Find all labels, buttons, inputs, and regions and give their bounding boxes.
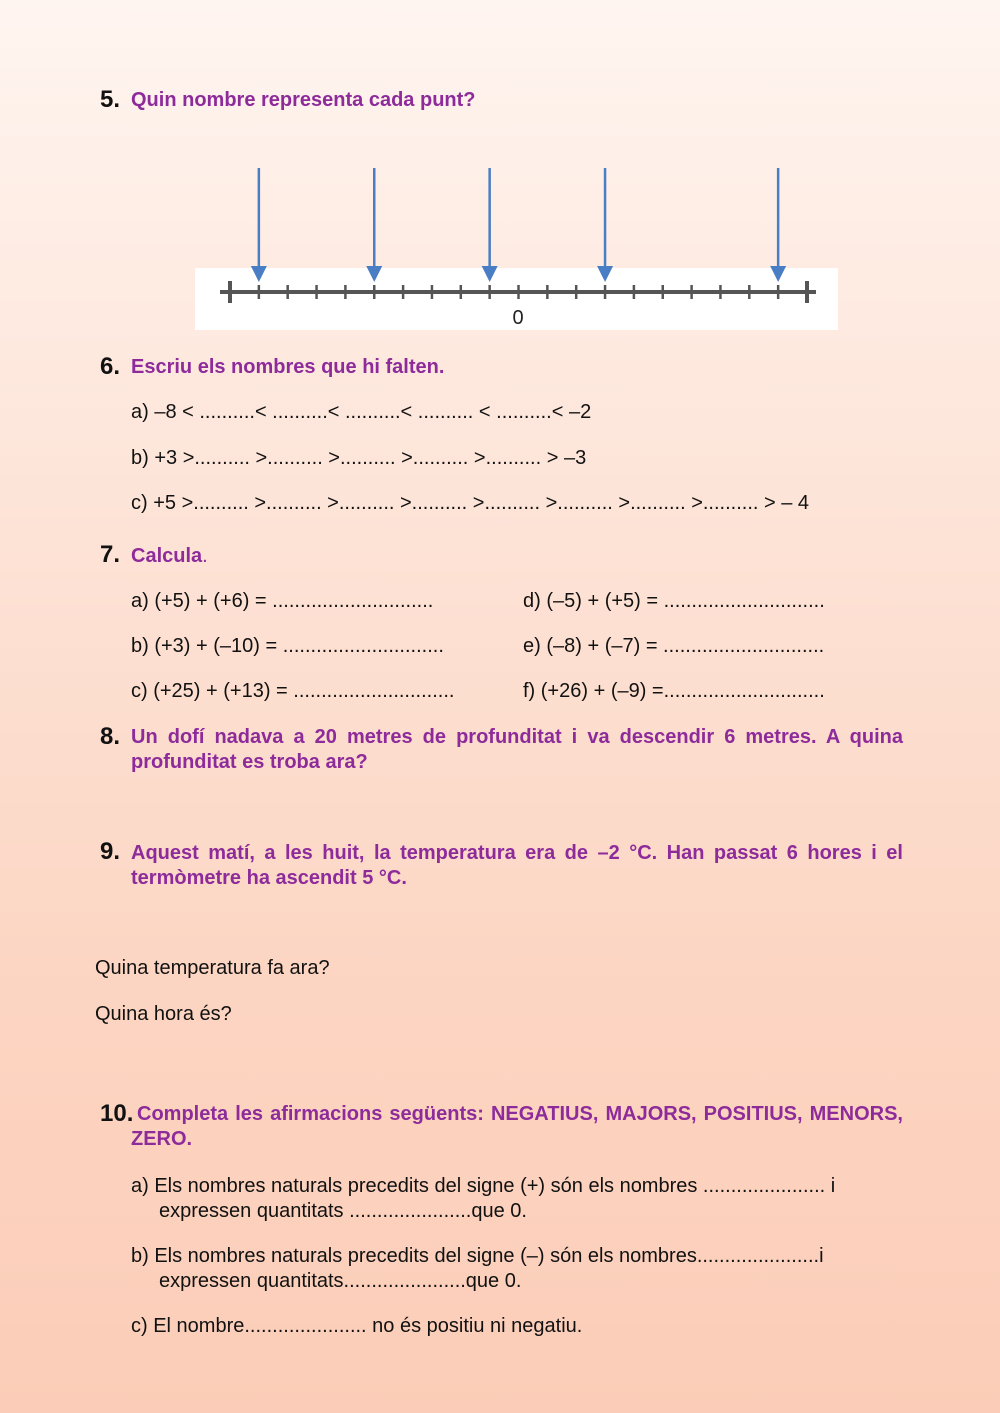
- point-arrow: [366, 168, 382, 282]
- point-arrow: [482, 168, 498, 282]
- point-arrow: [251, 168, 267, 282]
- q7-item-e[interactable]: e) (–8) + (–7) = .............................: [523, 635, 825, 657]
- q10-number: 10.: [100, 1100, 134, 1127]
- q9-prompt: Aquest matí, a les huit, la temperatura era de –2 °C. Han passat 6 hores i el termòmetre ha ascendit 5 °C.: [131, 842, 903, 889]
- q9-sub-hour: Quina hora és?: [95, 1003, 232, 1025]
- q9-number: 9.: [100, 838, 121, 865]
- q7-prompt-text: Calcula: [131, 545, 203, 567]
- q5-prompt: Quin nombre representa cada punt?: [131, 89, 476, 111]
- q5-number: 5.: [100, 86, 121, 113]
- q10-item-a-line2: expressen quantitats ......................que 0.: [159, 1200, 527, 1222]
- q9-sub-temperature: Quina temperatura fa ara?: [95, 957, 330, 979]
- q10-prompt: Completa les afirmacions següents: NEGATIUS, MAJORS, POSITIUS, MENORS, ZERO.: [131, 1103, 903, 1150]
- point-arrow: [770, 168, 786, 282]
- q7-number: 7.: [100, 541, 121, 568]
- q7-item-a[interactable]: a) (+5) + (+6) = .............................: [131, 590, 434, 612]
- q7-item-c[interactable]: c) (+25) + (+13) = .............................: [131, 680, 455, 702]
- q7-prompt-period: .: [202, 545, 208, 567]
- q8-prompt: Un dofí nadava a 20 metres de profunditat i va descendir 6 metres. A quina profunditat es troba ara?: [131, 726, 903, 773]
- q10-item-b-line1: b) Els nombres naturals precedits del signe (–) són els nombres......................i: [131, 1245, 824, 1267]
- q10-item-b-line2: expressen quantitats......................que 0.: [159, 1270, 522, 1292]
- q8-number: 8.: [100, 723, 121, 750]
- q10-item-b[interactable]: [131, 1244, 824, 1294]
- q6-number: 6.: [100, 353, 121, 380]
- q6-prompt: Escriu els nombres que hi falten.: [131, 356, 445, 378]
- q7-item-b[interactable]: b) (+3) + (–10) = .............................: [131, 635, 444, 657]
- q7-item-d[interactable]: d) (–5) + (+5) = .............................: [523, 590, 825, 612]
- q6-item-b[interactable]: b) +3 >.......... >.......... >.......... >.......... >.......... > –3: [131, 447, 587, 469]
- number-line-figure: [0, 0, 1000, 340]
- q10-item-a[interactable]: [131, 1174, 835, 1224]
- q10-item-c[interactable]: c) El nombre...................... no és positiu ni negatiu.: [131, 1315, 583, 1337]
- q6-item-a[interactable]: a) –8 < ..........< ..........< ..........< .......... < ..........< –2: [131, 401, 592, 423]
- q10-item-a-line1: a) Els nombres naturals precedits del signe (+) són els nombres ...................... i: [131, 1175, 836, 1197]
- zero-label: 0: [512, 307, 524, 329]
- q7-prompt: [131, 544, 208, 569]
- q7-item-f[interactable]: f) (+26) + (–9) =.............................: [523, 680, 825, 702]
- q6-item-c[interactable]: c) +5 >.......... >.......... >.......... >.......... >.......... >.......... >.......... >.......... > – 4: [131, 492, 810, 514]
- point-arrow: [597, 168, 613, 282]
